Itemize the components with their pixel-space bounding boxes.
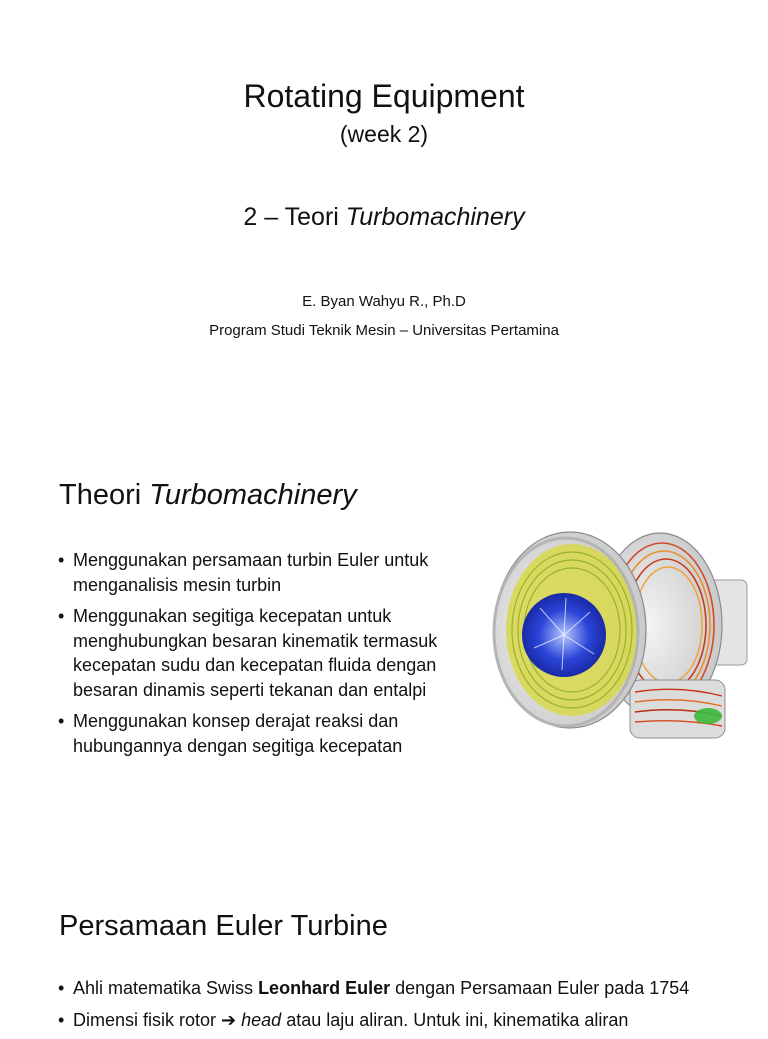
bullet-text: dengan Persamaan Euler pada 1754	[390, 978, 690, 998]
turbocharger-flow-illustration	[490, 520, 760, 760]
slide-heading: Persamaan Euler Turbine	[59, 910, 388, 942]
bullet-item	[58, 976, 748, 1001]
slide-heading-prefix: Theori	[59, 479, 150, 511]
bullet-list	[58, 548, 488, 765]
bullet-italic-text: head	[241, 1009, 282, 1030]
bullet-item: • Menggunakan segitiga kecepatan untuk menghubungkan besaran kinematik termasuk kecepatan sudu dan kecepatan fluida dengan besaran dinamis seperti tekanan dan entalpi	[58, 604, 488, 702]
presentation-title: Rotating Equipment	[243, 78, 525, 114]
bullet-text: Dimensi fisik rotor	[73, 1009, 222, 1030]
lecture-topic	[0, 203, 768, 232]
presentation-subtitle: (week 2)	[339, 121, 429, 147]
bullet-item	[58, 1008, 748, 1033]
lecture-topic-italic: Turbomachinery	[345, 203, 525, 231]
bullet-text: atau laju aliran. Untuk ini, kinematika aliran	[281, 1009, 629, 1030]
slide-heading	[59, 479, 357, 512]
bullet-item: • Menggunakan persamaan turbin Euler untuk menganalisis mesin turbin	[58, 548, 488, 597]
euler-slide	[0, 870, 768, 1030]
slide-heading-italic: Turbomachinery	[149, 479, 357, 511]
bullet-list	[58, 976, 748, 1039]
title-slide	[0, 0, 768, 440]
bullet-text: Ahli matematika Swiss	[73, 978, 259, 998]
theory-slide	[0, 440, 768, 870]
green-outlet-flow	[694, 708, 722, 724]
arrow-icon: ➔	[221, 1009, 237, 1030]
bullet-bold-text: Leonhard Euler	[258, 978, 391, 998]
author-affiliation: Program Studi Teknik Mesin – Universitas Pertamina	[209, 322, 559, 339]
author-name: E. Byan Wahyu R., Ph.D	[302, 293, 466, 310]
lecture-topic-prefix: 2 – Teori	[243, 203, 346, 231]
bullet-item: • Menggunakan konsep derajat reaksi dan hubungannya dengan segitiga kecepatan	[58, 709, 488, 758]
